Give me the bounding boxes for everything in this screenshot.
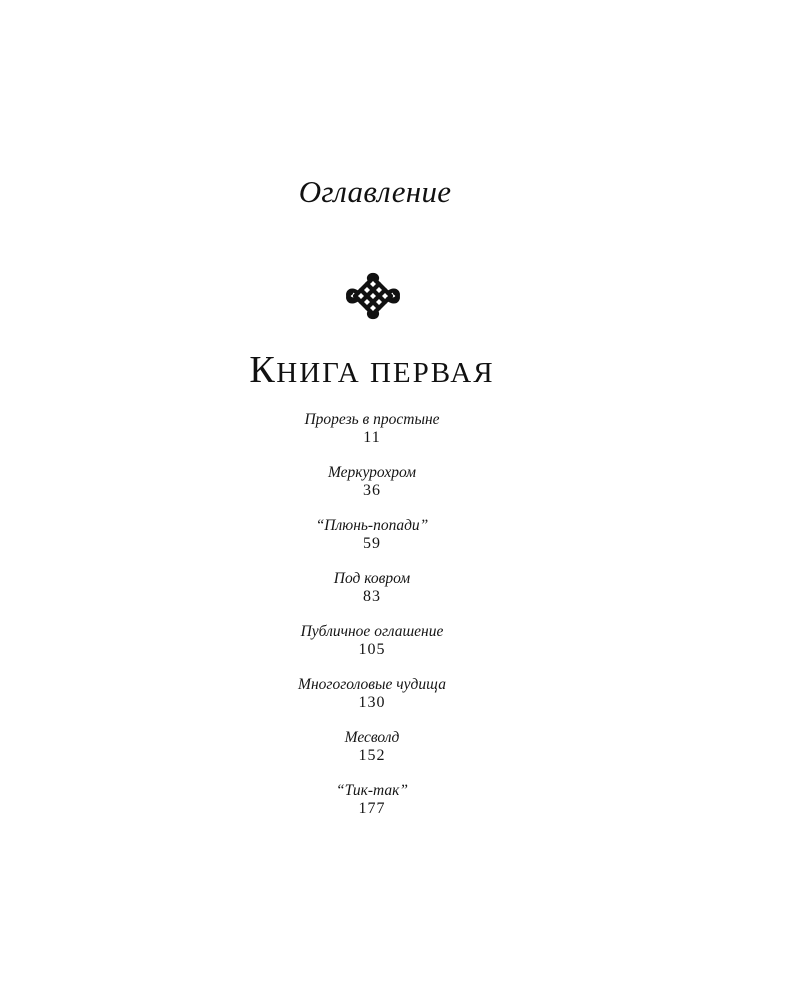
toc-entry bbox=[0, 622, 744, 675]
toc-page-number: 105 bbox=[358, 641, 386, 658]
toc-page-number: 177 bbox=[358, 800, 386, 817]
toc-page-number: 152 bbox=[358, 747, 386, 764]
toc-chapter-title[interactable]: “Плюнь-попади” bbox=[315, 517, 429, 534]
toc-page-number: 83 bbox=[363, 588, 381, 605]
toc-chapter-title[interactable]: Под ковром bbox=[333, 570, 411, 587]
endless-knot-icon bbox=[345, 272, 401, 320]
toc-entry bbox=[0, 410, 744, 463]
toc-entry bbox=[0, 675, 744, 728]
book-title bbox=[0, 348, 744, 392]
contents-heading: Оглавление bbox=[298, 174, 452, 209]
toc-page-number: 59 bbox=[363, 535, 381, 552]
book-title-rest: НИГА ПЕРВАЯ bbox=[276, 357, 495, 389]
toc-chapter-title[interactable]: “Тик-так” bbox=[335, 782, 409, 799]
toc-entry bbox=[0, 781, 744, 834]
book-title-initial: К bbox=[249, 349, 277, 391]
toc-chapter-title[interactable]: Многоголовые чудища bbox=[298, 676, 446, 693]
toc-page-number: 36 bbox=[363, 482, 381, 499]
toc-entry bbox=[0, 728, 744, 781]
toc-chapter-title[interactable]: Прорезь в простыне bbox=[304, 411, 440, 428]
toc-page-number: 130 bbox=[358, 694, 386, 711]
toc-chapter-title[interactable]: Публичное оглашение bbox=[300, 623, 444, 640]
toc-list bbox=[0, 410, 744, 834]
toc-page-number: 11 bbox=[363, 429, 381, 446]
toc-entry bbox=[0, 516, 744, 569]
toc-entry bbox=[0, 463, 744, 516]
toc-chapter-title[interactable]: Месволд bbox=[344, 729, 400, 746]
toc-entry bbox=[0, 569, 744, 622]
toc-chapter-title[interactable]: Меркурохром bbox=[327, 464, 417, 481]
